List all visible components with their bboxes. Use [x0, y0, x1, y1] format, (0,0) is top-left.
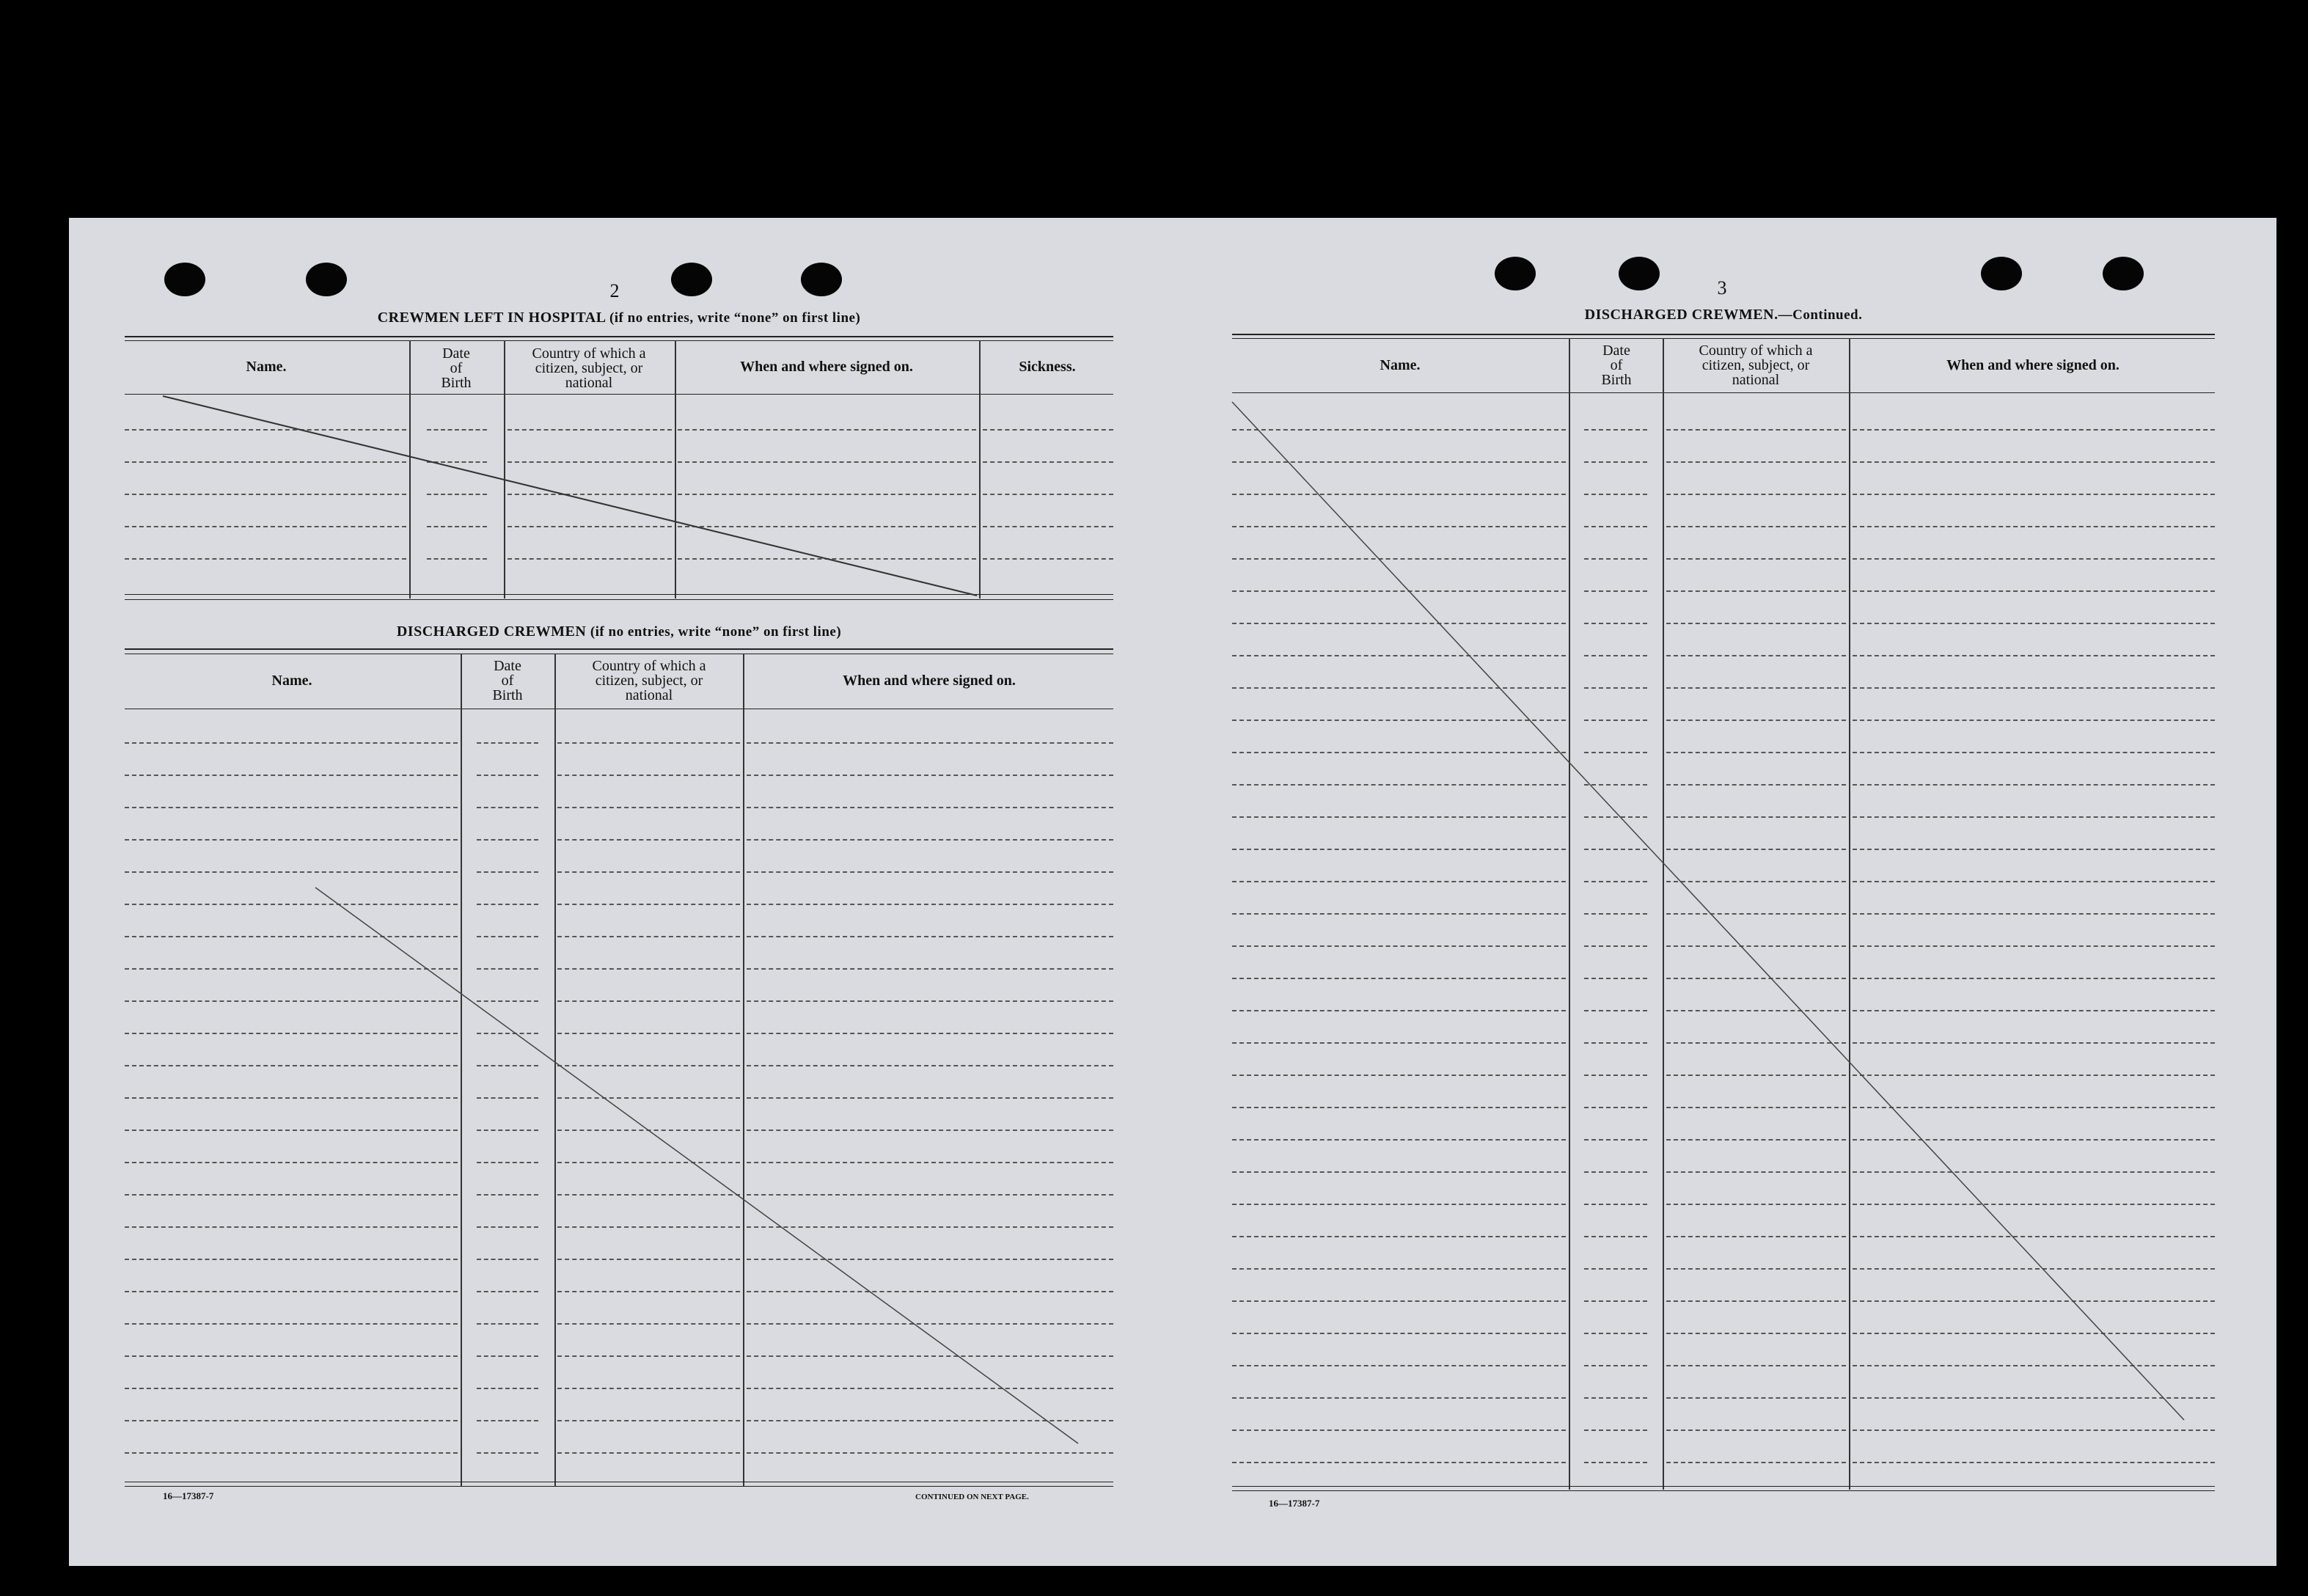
- continued-header-when-where: When and where signed on.: [1946, 357, 2120, 373]
- discharged-continued-suffix: —Continued.: [1778, 307, 1863, 323]
- continued-header-country: Country of which a citizen, subject, or national: [1699, 343, 1813, 388]
- continued-note: CONTINUED ON NEXT PAGE.: [915, 1493, 1029, 1501]
- discharged-header-dob: Date of Birth: [492, 658, 523, 703]
- hospital-header-country: Country of which a citizen, subject, or national: [532, 345, 646, 391]
- form-number-right: 16—17387-7: [1269, 1498, 1320, 1509]
- hospital-title-note: (if no entries, write “none” on first line): [609, 310, 861, 326]
- hospital-title-text: CREWMEN LEFT IN HOSPITAL: [377, 310, 606, 326]
- discharged-header-country: Country of which a citizen, subject, or national: [592, 658, 706, 703]
- discharged-header-when-where: When and where signed on.: [843, 673, 1016, 689]
- page-number-right: 3: [1717, 277, 1727, 299]
- discharged-title-note: (if no entries, write “none” on first line): [590, 624, 842, 640]
- hospital-header-when-where: When and where signed on.: [740, 359, 913, 375]
- discharged-title-text: DISCHARGED CREWMEN: [396, 623, 587, 640]
- form-number-left: 16—17387-7: [163, 1490, 214, 1501]
- hospital-header-dob: Date of Birth: [441, 345, 472, 391]
- discharged-continued-title-text: DISCHARGED CREWMEN.: [1584, 307, 1778, 323]
- discharged-cancel-stroke: [315, 887, 1078, 1443]
- hospital-header-name: Name.: [246, 359, 287, 375]
- hospital-header-sickness: Sickness.: [1019, 359, 1076, 375]
- discharged-header-name: Name.: [271, 673, 312, 689]
- continued-cancel-stroke: [1232, 402, 2184, 1420]
- continued-header-dob: Date of Birth: [1601, 343, 1632, 388]
- continued-header-name: Name.: [1380, 357, 1421, 373]
- hospital-cancel-stroke: [163, 396, 977, 596]
- page-number-left: 2: [609, 280, 620, 301]
